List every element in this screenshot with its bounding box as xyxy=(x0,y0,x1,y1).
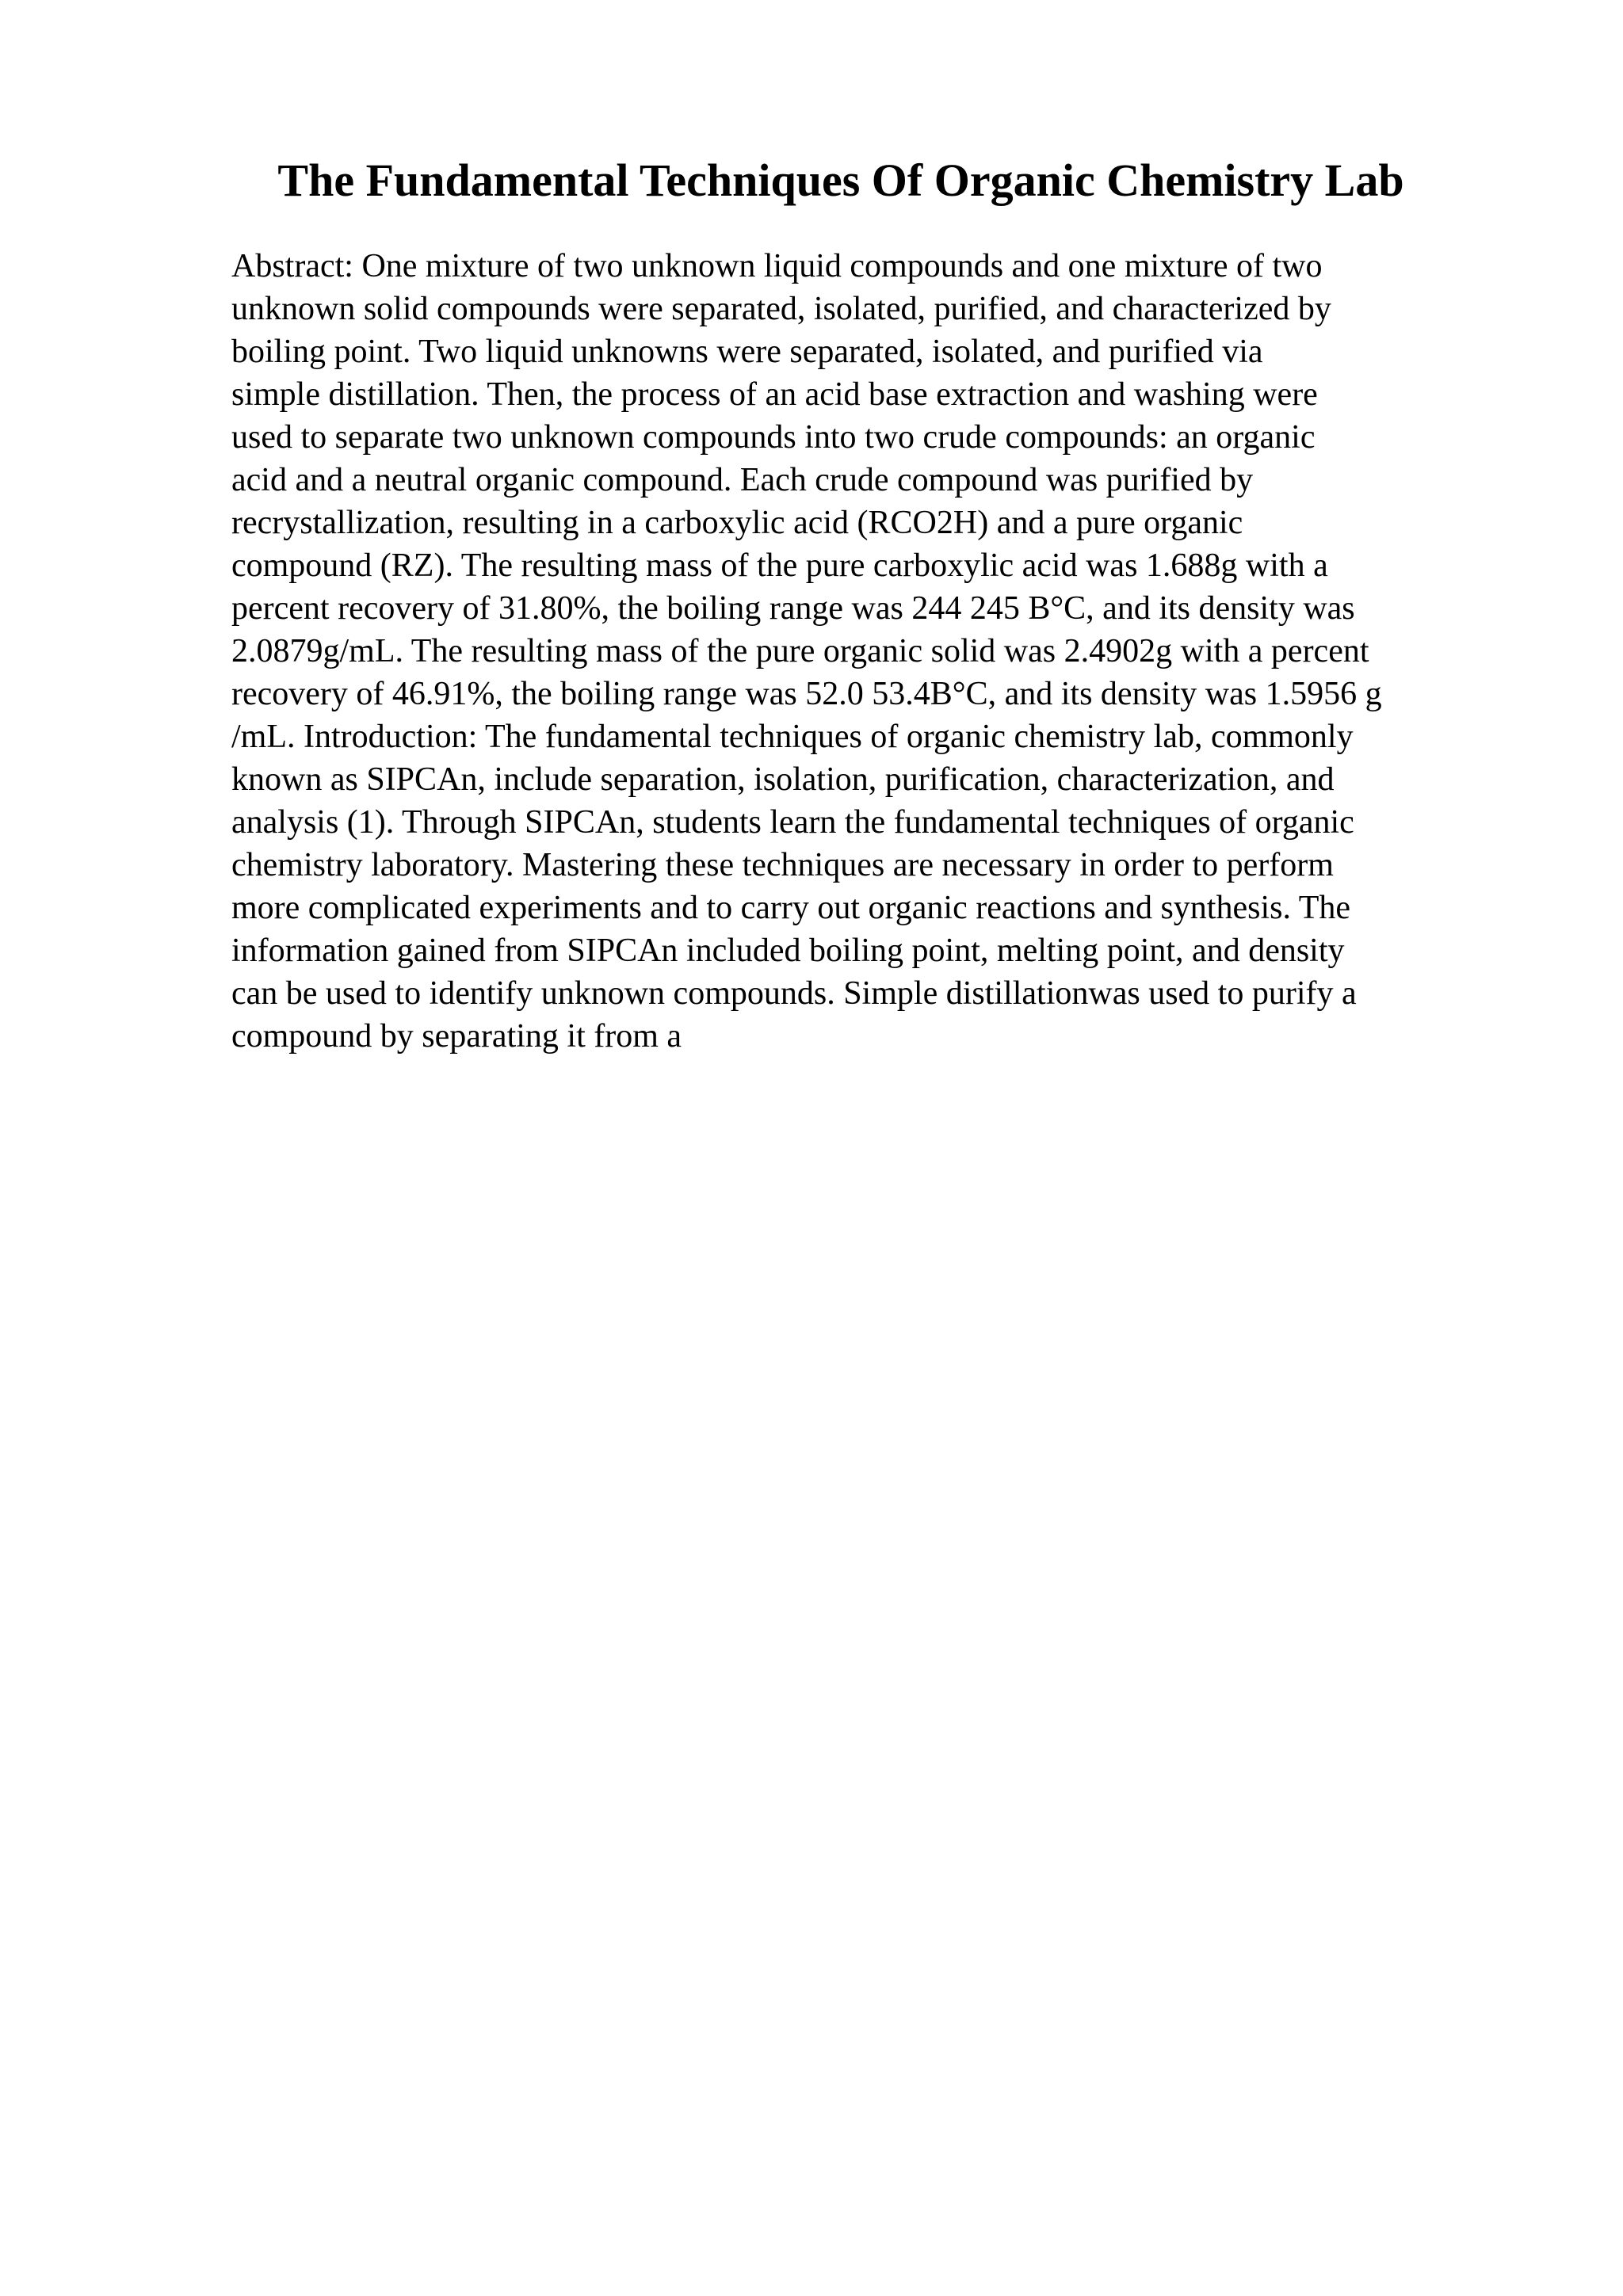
body-line: information gained from SIPCAn included boiling point, melting point, and density xyxy=(231,933,1345,969)
document-title: The Fundamental Techniques Of Organic Chemistry Lab xyxy=(277,154,1404,206)
body-line: chemistry laboratory. Mastering these techniques are necessary in order to perform xyxy=(231,847,1334,883)
body-line: percent recovery of 31.80%, the boiling range was 244 245 B°C, and its density was xyxy=(231,590,1355,627)
body-line: Abstract: One mixture of two unknown liquid compounds and one mixture of two xyxy=(231,248,1323,284)
document-body xyxy=(231,245,1531,1058)
body-line: 2.0879g/mL. The resulting mass of the pure organic solid was 2.4902g with a percent xyxy=(231,633,1369,669)
body-line: boiling point. Two liquid unknowns were separated, isolated, and purified via xyxy=(231,334,1263,370)
body-line: recrystallization, resulting in a carboxylic acid (RCO2H) and a pure organic xyxy=(231,505,1243,541)
body-line: acid and a neutral organic compound. Each crude compound was purified by xyxy=(231,462,1254,498)
body-line: simple distillation. Then, the process of an acid base extraction and washing were xyxy=(231,376,1318,413)
body-line: used to separate two unknown compounds into two crude compounds: an organic xyxy=(231,419,1316,456)
body-line: can be used to identify unknown compounds. Simple distillationwas used to purify a xyxy=(231,975,1357,1012)
body-line: /mL. Introduction: The fundamental techniques of organic chemistry lab, commonly xyxy=(231,719,1354,755)
body-line: more complicated experiments and to carry out organic reactions and synthesis. The xyxy=(231,890,1351,926)
body-line: compound (RZ). The resulting mass of the pure carboxylic acid was 1.688g with a xyxy=(231,547,1328,584)
body-line: unknown solid compounds were separated, isolated, purified, and characterized by xyxy=(231,291,1331,327)
body-line: known as SIPCAn, include separation, isolation, purification, characterization, and xyxy=(231,761,1335,798)
body-line: compound by separating it from a xyxy=(231,1018,682,1055)
body-line: recovery of 46.91%, the boiling range was 52.0 53.4B°C, and its density was 1.5956 g xyxy=(231,676,1382,712)
body-line: analysis (1). Through SIPCAn, students learn the fundamental techniques of organic xyxy=(231,804,1354,841)
